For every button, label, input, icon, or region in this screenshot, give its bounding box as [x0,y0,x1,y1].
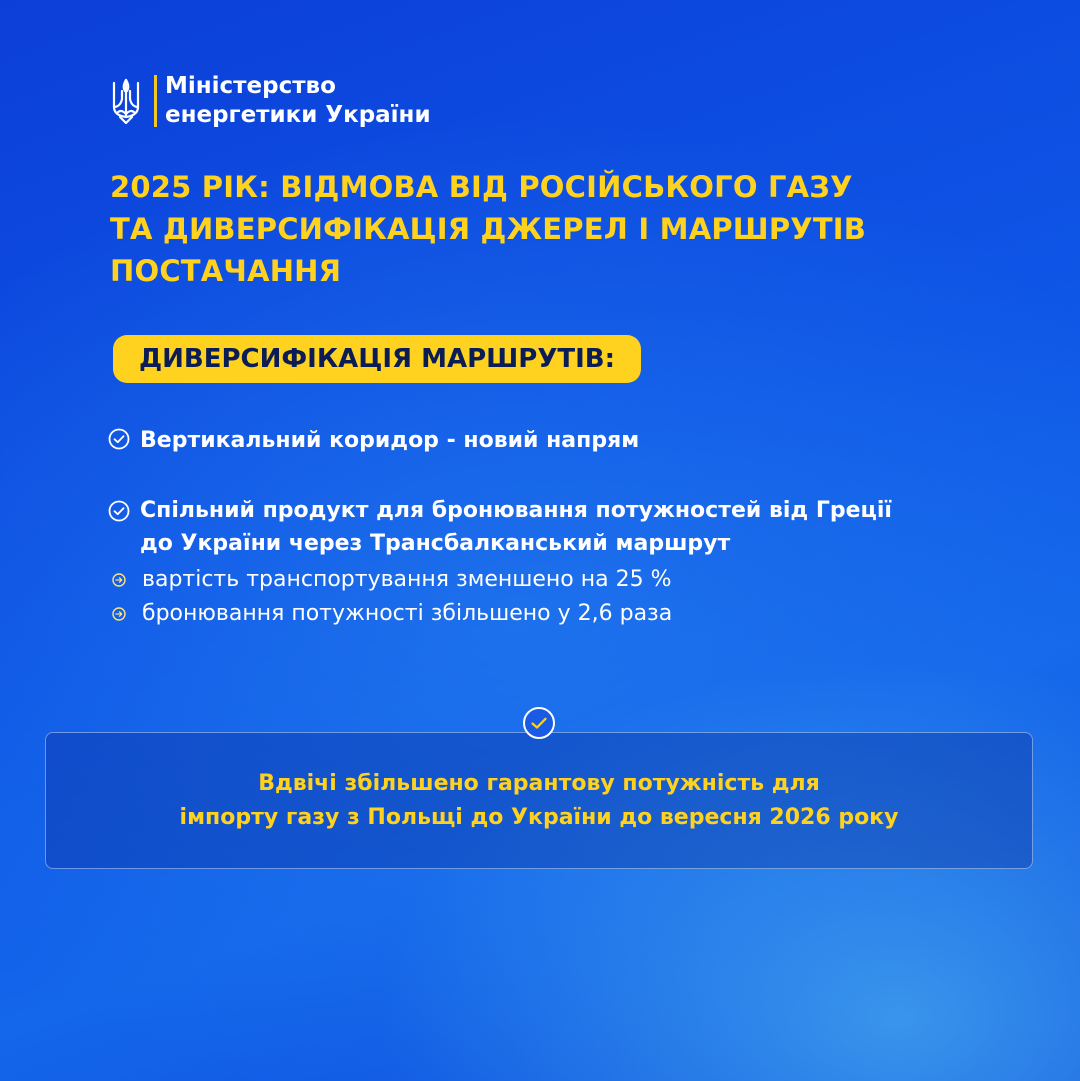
ministry-name [165,72,431,130]
list-item [108,494,892,560]
list-item-text [140,494,892,560]
subpoint-1-text: вартість транспортування зменшено на 25 % [142,567,672,592]
subpoint-2-text: бронювання потужності збільшено у 2,6 раза [142,601,673,626]
arrow-circle-icon [112,607,126,621]
check-circle-icon [108,500,130,522]
sub-list-item [112,597,672,630]
trident-icon [110,77,142,125]
check-circle-icon [522,706,556,740]
section-label-badge [113,335,641,383]
list-item [108,424,639,457]
page-title [110,166,1010,292]
sub-list-item [112,563,672,596]
section-label: ДИВЕРСИФІКАЦІЯ МАРШРУТІВ: [139,344,615,374]
list-item-text [140,424,639,457]
highlight-text [180,767,899,835]
title-line2: ТА ДИВЕРСИФІКАЦІЯ ДЖЕРЕЛ І МАРШРУТІВ [110,212,867,246]
ministry-name-line2: енергетики України [165,102,431,128]
logo-divider [154,75,157,127]
point-1-line1: Вертикальний коридор - новий напрям [140,428,640,453]
title-line3: ПОСТАЧАННЯ [110,254,342,288]
point-2-line1: Спільний продукт для бронювання потужностей від Греції [140,498,892,523]
highlight-line2: імпорту газу з Польщі до України до вересня 2026 року [179,804,899,830]
title-line1: 2025 РІК: ВІДМОВА ВІД РОСІЙСЬКОГО ГАЗУ [110,170,853,204]
point-2-line2: до України через Трансбалканський маршрут [140,531,731,556]
ministry-name-line1: Міністерство [165,73,336,99]
arrow-circle-icon [112,573,126,587]
highlight-box [45,732,1033,869]
check-circle-icon [108,428,130,450]
highlight-line1: Вдвічі збільшено гарантову потужність для [258,770,820,796]
ministry-logo [110,72,431,130]
